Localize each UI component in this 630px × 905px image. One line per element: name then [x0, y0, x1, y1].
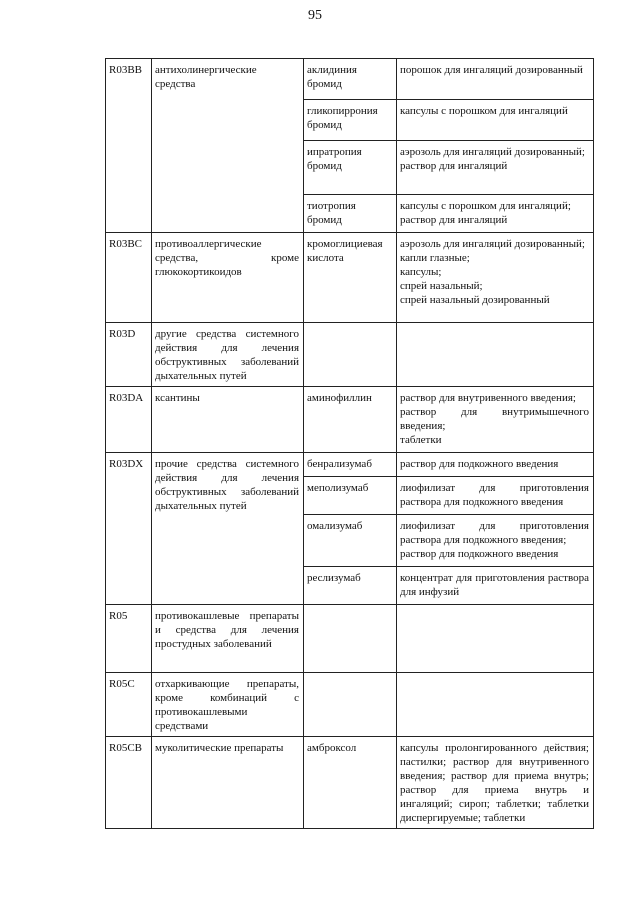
dosage-form: капсулы с порошком для ингаляций; раствор для ингаляций — [397, 195, 594, 233]
group-name: противокашлевые препараты и средства для лечения простудных заболеваний — [152, 605, 304, 673]
table-row — [106, 673, 594, 737]
inn-name: меполизумаб — [304, 477, 397, 515]
atc-code: R03DA — [106, 387, 152, 453]
table-row — [106, 233, 594, 323]
inn-name: тиотропия бромид — [304, 195, 397, 233]
group-name: противоаллергические средства, кроме глюкокортикоидов — [152, 233, 304, 323]
inn-name: аминофиллин — [304, 387, 397, 453]
atc-code: R03BB — [106, 59, 152, 233]
dosage-form: раствор для подкожного введения — [397, 453, 594, 477]
inn-name — [304, 605, 397, 673]
atc-code: R05CB — [106, 737, 152, 829]
group-name: прочие средства системного действия для лечения обструктивных заболеваний дыхательных путей — [152, 453, 304, 605]
dosage-form: лиофилизат для приготовления раствора для подкожного введения — [397, 477, 594, 515]
table-row — [106, 59, 594, 100]
inn-name: реслизумаб — [304, 567, 397, 605]
inn-name — [304, 673, 397, 737]
table-row — [106, 387, 594, 453]
table-row — [106, 605, 594, 673]
dosage-form: раствор для внутривенного введения; раствор для внутримышечного введения; таблетки — [397, 387, 594, 453]
dosage-form: капсулы с порошком для ингаляций — [397, 100, 594, 141]
inn-name: ипратропия бромид — [304, 141, 397, 195]
group-name: другие средства системного действия для лечения обструктивных заболеваний дыхательных путей — [152, 323, 304, 387]
dosage-form — [397, 673, 594, 737]
group-name: отхаркивающие препараты, кроме комбинаций с противокашлевыми средствами — [152, 673, 304, 737]
dosage-form: порошок для ингаляций дозированный — [397, 59, 594, 100]
inn-name: амброксол — [304, 737, 397, 829]
table-row — [106, 323, 594, 387]
dosage-form — [397, 605, 594, 673]
dosage-form: концентрат для приготовления раствора для инфузий — [397, 567, 594, 605]
inn-name: бенрализумаб — [304, 453, 397, 477]
inn-name — [304, 323, 397, 387]
dosage-form: капсулы пролонгированного действия; пастилки; раствор для внутривенного введения; раствор для приема внутрь; раствор для приема внутрь и ингаляций; сироп; таблетки; таблетки диспергируемые; таблетки — [397, 737, 594, 829]
dosage-form: лиофилизат для приготовления раствора для подкожного введения; раствор для подкожного введения — [397, 515, 594, 567]
atc-code: R03BC — [106, 233, 152, 323]
page-number: 95 — [308, 8, 322, 23]
dosage-form: аэрозоль для ингаляций дозированный; раствор для ингаляций — [397, 141, 594, 195]
inn-name: гликопиррония бромид — [304, 100, 397, 141]
atc-code: R05C — [106, 673, 152, 737]
group-name: антихолинергические средства — [152, 59, 304, 233]
atc-code: R03DX — [106, 453, 152, 605]
drug-table — [105, 58, 594, 829]
table-row — [106, 737, 594, 829]
inn-name: аклидиния бромид — [304, 59, 397, 100]
inn-name: омализумаб — [304, 515, 397, 567]
dosage-form: аэрозоль для ингаляций дозированный; капли глазные; капсулы; спрей назальный; спрей назальный дозированный — [397, 233, 594, 323]
atc-code: R05 — [106, 605, 152, 673]
inn-name: кромоглициевая кислота — [304, 233, 397, 323]
dosage-form — [397, 323, 594, 387]
table-row — [106, 453, 594, 477]
group-name: муколитические препараты — [152, 737, 304, 829]
atc-code: R03D — [106, 323, 152, 387]
group-name: ксантины — [152, 387, 304, 453]
